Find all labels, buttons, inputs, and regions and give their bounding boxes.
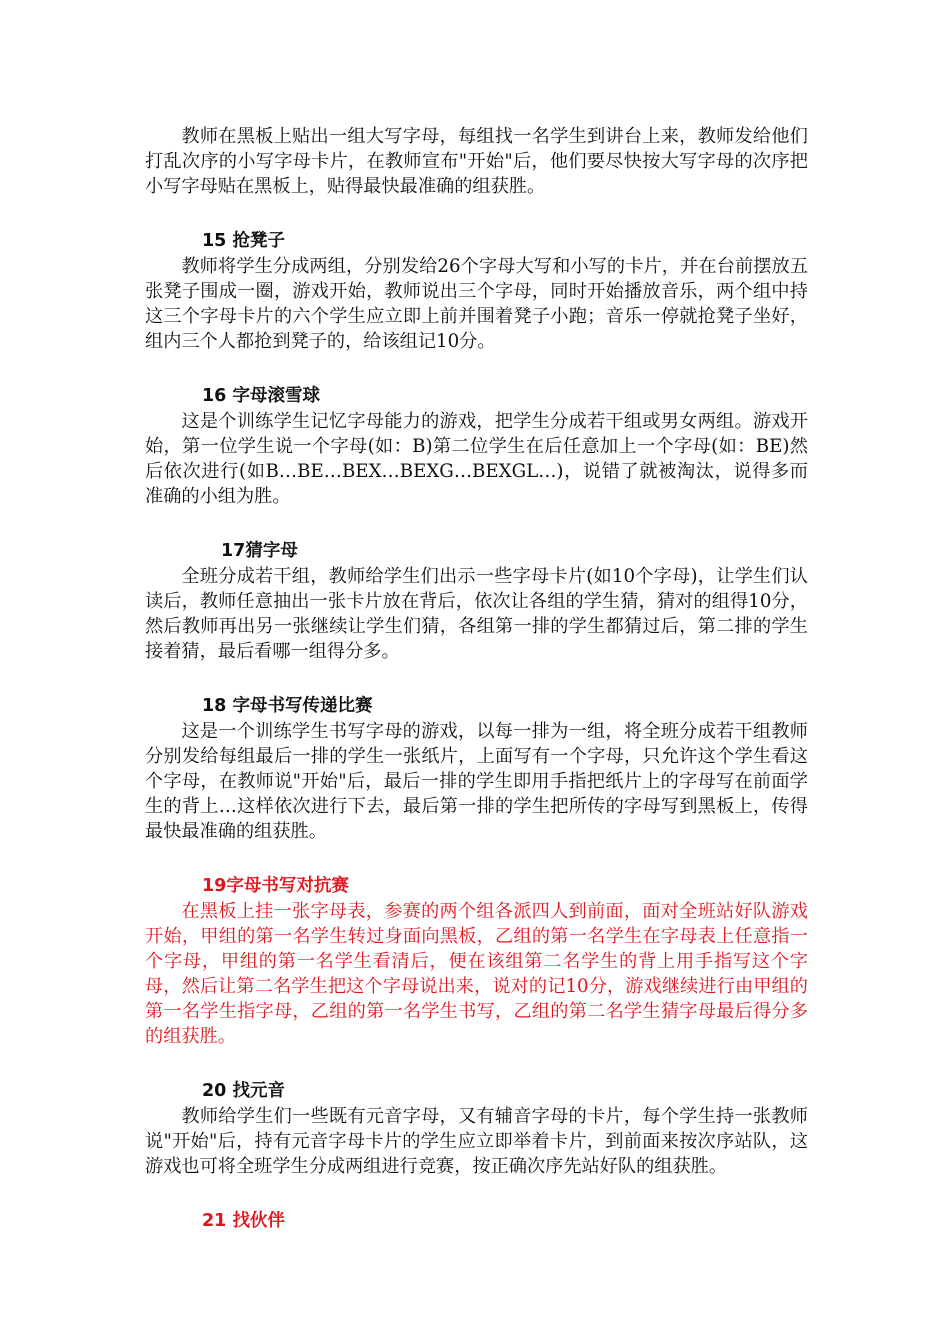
spacer bbox=[145, 1179, 808, 1209]
spacer bbox=[145, 664, 808, 694]
section-body: 这是一个训练学生书写字母的游戏，以每一排为一组，将全班分成若干组教师分别发给每组最后一排的学生一张纸片，上面写有一个字母，只允许这个学生看这个字母，在教师说"开始"后，最后一排的学生即用手指把纸片上的字母写在前面学生的背上…这样依次进行下去，最后第一排的学生把所传的字母写到黑板上，传得最快最准确的组获胜。 bbox=[145, 721, 808, 842]
section-16 bbox=[145, 384, 808, 509]
section-body: 全班分成若干组，教师给学生们出示一些字母卡片(如10个字母)，让学生们认读后，教师任意抽出一张卡片放在背后，依次让各组的学生猜，猜对的组得10分，然后教师再出另一张继续让学生们猜，各组第一排的学生都猜过后，第二排的学生接着猜，最后看哪一组得分多。 bbox=[145, 566, 808, 662]
spacer bbox=[145, 1049, 808, 1079]
section-heading: 20 找元音 bbox=[202, 1081, 285, 1101]
section-17 bbox=[145, 539, 808, 664]
section-heading: 17猜字母 bbox=[221, 541, 298, 561]
intro-paragraph: 教师在黑板上贴出一组大写字母，每组找一名学生到讲台上来，教师发给他们打乱次序的小写字母卡片，在教师宣布"开始"后，他们要尽快按大写字母的次序把小写字母贴在黑板上，贴得最快最准确的组获胜。 bbox=[145, 126, 808, 197]
section-heading: 19字母书写对抗赛 bbox=[202, 876, 349, 896]
spacer bbox=[145, 354, 808, 384]
section-body: 教师将学生分成两组，分别发给26个字母大写和小写的卡片，并在台前摆放五张凳子围成一圈，游戏开始，教师说出三个字母，同时开始播放音乐，两个组中持这三个字母卡片的六个学生应立即上前并围着凳子小跑；音乐一停就抢凳子坐好，组内三个人都抢到凳子的，给该组记10分。 bbox=[145, 256, 808, 352]
section-heading: 18 字母书写传递比赛 bbox=[202, 696, 373, 716]
section-heading: 15 抢凳子 bbox=[202, 231, 285, 251]
section-19 bbox=[145, 874, 808, 1049]
section-heading: 16 字母滚雪球 bbox=[202, 386, 320, 406]
section-21 bbox=[145, 1209, 808, 1234]
section-body: 在黑板上挂一张字母表，参赛的两个组各派四人到前面，面对全班站好队游戏开始，甲组的第一名学生转过身面向黑板，乙组的第一名学生在字母表上任意指一个字母，甲组的第一名学生看清后，便在该组第二名学生的背上用手指写这个字母，然后让第二名学生把这个字母说出来，说对的记10分，游戏继续进行由甲组的第一名学生指字母，乙组的第一名学生书写，乙组的第二名学生猜字母最后得分多的组获胜。 bbox=[145, 901, 808, 1047]
section-body: 教师给学生们一些既有元音字母，又有辅音字母的卡片，每个学生持一张教师说"开始"后，持有元音字母卡片的学生应立即举着卡片，到前面来按次序站队，这游戏也可将全班学生分成两组进行竞赛，按正确次序先站好队的组获胜。 bbox=[145, 1106, 808, 1177]
section-heading: 21 找伙伴 bbox=[202, 1211, 285, 1231]
section-body: 这是个训练学生记忆字母能力的游戏，把学生分成若干组或男女两组。游戏开始，第一位学生说一个字母(如：B)第二位学生在后任意加上一个字母(如：BE)然后依次进行(如B…BE…BEX…BEXG…BEXGL…)，说错了就被淘汰，说得多而准确的小组为胜。 bbox=[145, 411, 808, 507]
spacer bbox=[145, 509, 808, 539]
section-15 bbox=[145, 229, 808, 354]
section-18 bbox=[145, 694, 808, 844]
section-20 bbox=[145, 1079, 808, 1179]
spacer bbox=[145, 844, 808, 874]
spacer bbox=[145, 199, 808, 229]
